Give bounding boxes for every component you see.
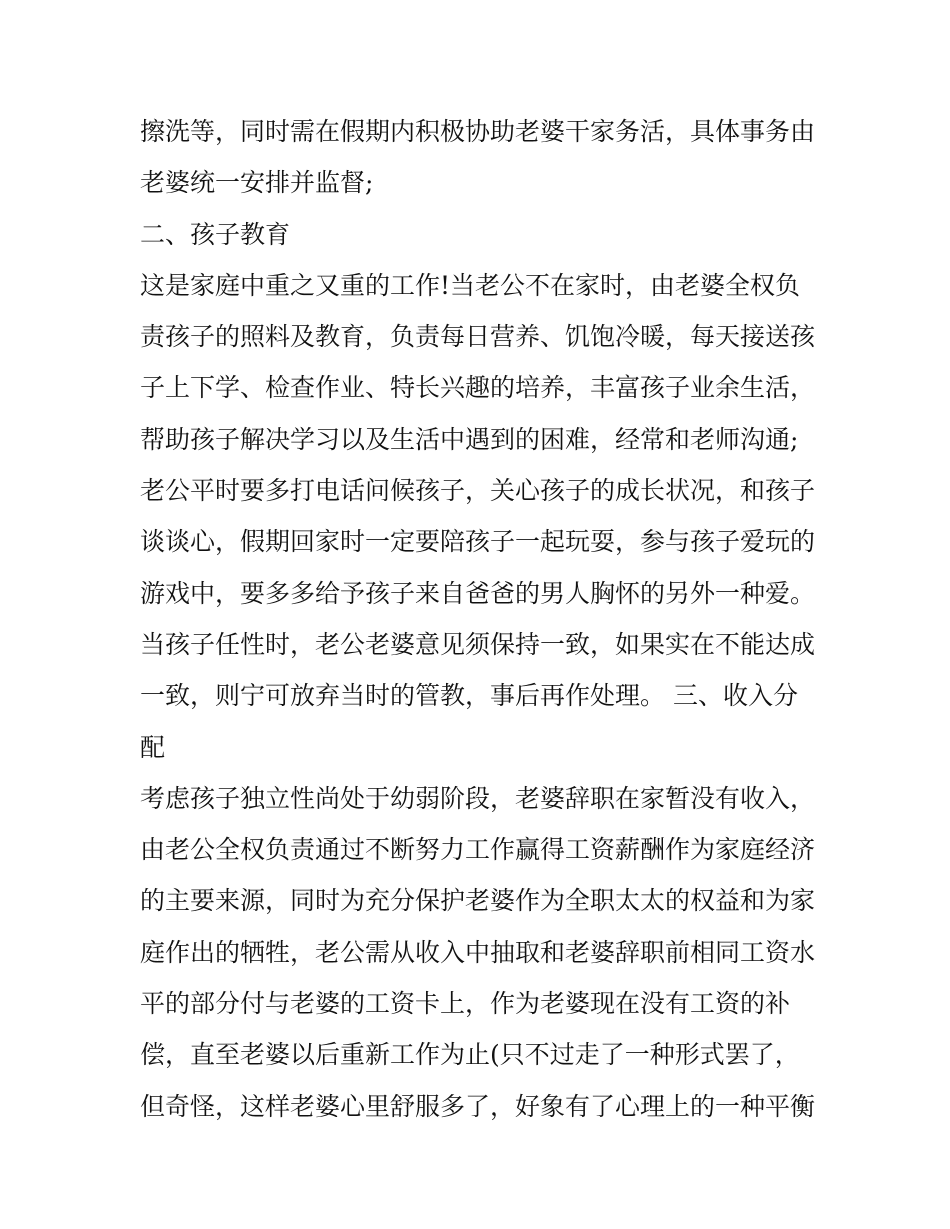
text-line: 老婆统一安排并监督; [140,168,374,198]
text-line: 平的部分付与老婆的工资卡上，作为老婆现在没有工资的补 [140,989,791,1019]
text-line: 这是家庭中重之又重的工作!当老公不在家时，由老婆全权负 [140,270,801,300]
text-line: 谈谈心，假期回家时一定要陪孩子一起玩耍，参与孩子爱玩的 [140,527,816,557]
text-line: 一致，则宁可放弃当时的管教，事后再作处理。 三、收入分 [140,681,798,711]
text-line: 由老公全权负责通过不断努力工作赢得工资薪酬作为家庭经济 [140,835,816,865]
text-line: 配 [140,732,166,762]
section-heading-children-education: 二、孩子教育 [140,219,291,249]
body-text [140,106,820,1132]
text-line: 偿，直至老婆以后重新工作为止(只不过走了一种形式罢了， [140,1040,800,1070]
text-line: 擦洗等，同时需在假期内积极协助老婆干家务活，具体事务由 [140,117,816,146]
text-line: 老公平时要多打电话问候孩子，关心孩子的成长状况，和孩子 [140,476,816,506]
text-line: 子上下学、检查作业、特长兴趣的培养，丰富孩子业余生活， [140,373,816,403]
text-line: 的主要来源，同时为充分保护老婆作为全职太太的权益和为家 [140,886,816,916]
text-line: 责孩子的照料及教育，负责每日营养、饥饱冷暖，每天接送孩 [140,322,816,352]
text-line: 游戏中，要多多给予孩子来自爸爸的男人胸怀的另外一种爱。 [140,578,816,608]
text-line: 考虑孩子独立性尚处于幼弱阶段，老婆辞职在家暂没有收入， [140,783,816,813]
text-line: 当孩子任性时，老公老婆意见须保持一致，如果实在不能达成 [140,629,816,659]
text-line: 庭作出的牺牲，老公需从收入中抽取和老婆辞职前相同工资水 [140,937,816,967]
text-line: 但奇怪，这样老婆心里舒服多了，好象有了心理上的一种平衡 [140,1091,816,1121]
text-line: 帮助孩子解决学习以及生活中遇到的困难，经常和老师沟通; [140,424,799,454]
